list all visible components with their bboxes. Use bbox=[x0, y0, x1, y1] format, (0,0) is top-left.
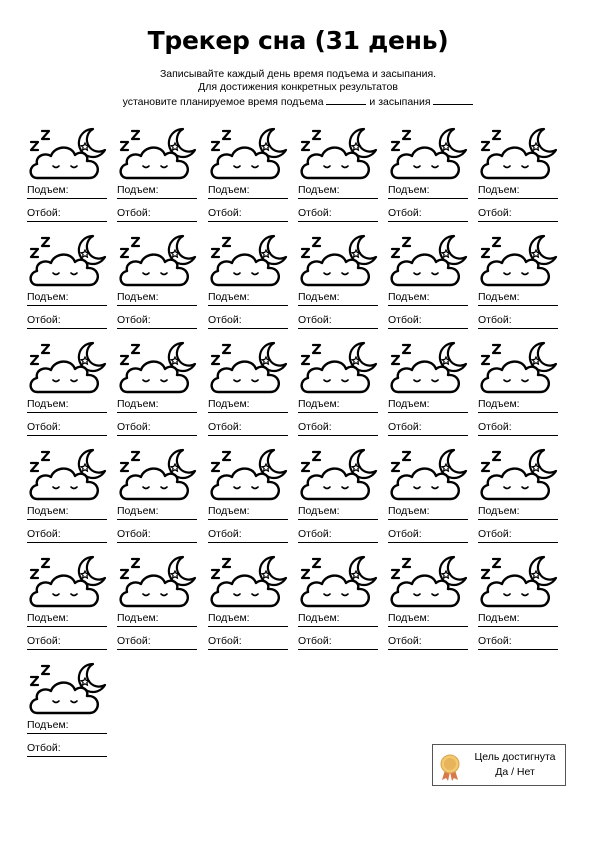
sleep-label: Отбой: bbox=[117, 421, 151, 433]
goal-label: Цель достигнута bbox=[474, 751, 556, 763]
sleeping-cloud-icon bbox=[302, 576, 369, 606]
sleep-label: Отбой: bbox=[478, 528, 512, 540]
day-entry bbox=[388, 126, 468, 222]
zzz-icon bbox=[121, 345, 139, 364]
sleeping-cloud-icon bbox=[302, 362, 369, 392]
sleep-label: Отбой: bbox=[478, 314, 512, 326]
day-entry bbox=[298, 340, 378, 436]
day-entry bbox=[27, 661, 107, 757]
sleep-time-field[interactable] bbox=[388, 420, 468, 436]
wake-time-field[interactable] bbox=[298, 290, 378, 306]
sleep-label: Отбой: bbox=[27, 635, 61, 647]
wake-time-field[interactable] bbox=[478, 611, 558, 627]
sleeping-cloud-icon bbox=[31, 576, 98, 606]
wake-time-field[interactable] bbox=[117, 397, 197, 413]
sleep-time-field[interactable] bbox=[27, 741, 107, 757]
day-entry bbox=[298, 554, 378, 650]
sleeping-cloud-icon bbox=[31, 148, 98, 178]
sleep-label: Отбой: bbox=[478, 421, 512, 433]
sleeping-cloud-icon bbox=[302, 255, 369, 285]
zzz-icon bbox=[392, 345, 410, 364]
day-entry bbox=[117, 126, 197, 222]
wake-time-field[interactable] bbox=[298, 183, 378, 199]
goal-box bbox=[432, 744, 566, 786]
wake-time-field[interactable] bbox=[478, 183, 558, 199]
sleep-label: Отбой: bbox=[117, 528, 151, 540]
wake-label: Подъем: bbox=[208, 398, 250, 410]
sleeping-cloud-icon bbox=[482, 362, 549, 392]
wake-label: Подъем: bbox=[298, 612, 340, 624]
wake-time-field[interactable] bbox=[27, 397, 107, 413]
zzz-icon bbox=[302, 452, 320, 471]
sleep-label: Отбой: bbox=[388, 207, 422, 219]
wake-label: Подъем: bbox=[117, 612, 159, 624]
sleeping-cloud-icon bbox=[121, 576, 188, 606]
wake-label: Подъем: bbox=[208, 505, 250, 517]
sleeping-cloud-icon bbox=[392, 148, 459, 178]
wake-time-field[interactable] bbox=[117, 504, 197, 520]
wake-label: Подъем: bbox=[27, 291, 69, 303]
sleeping-cloud-icon bbox=[212, 576, 279, 606]
zzz-icon bbox=[121, 559, 139, 578]
sleep-time-field[interactable] bbox=[298, 634, 378, 650]
zzz-icon bbox=[121, 131, 139, 150]
day-entry bbox=[388, 554, 468, 650]
zzz-icon bbox=[482, 452, 500, 471]
zzz-icon bbox=[121, 452, 139, 471]
sleeping-cloud-icon bbox=[212, 255, 279, 285]
wake-label: Подъем: bbox=[478, 612, 520, 624]
sleep-time-field[interactable] bbox=[478, 527, 558, 543]
day-entry bbox=[208, 554, 288, 650]
wake-label: Подъем: bbox=[27, 184, 69, 196]
wake-label: Подъем: bbox=[478, 505, 520, 517]
sleep-time-field[interactable] bbox=[208, 206, 288, 222]
wake-label: Подъем: bbox=[388, 184, 430, 196]
sleep-time-field[interactable] bbox=[208, 527, 288, 543]
sleep-time-field[interactable] bbox=[117, 313, 197, 329]
sleep-time-field[interactable] bbox=[388, 527, 468, 543]
wake-time-field[interactable] bbox=[208, 504, 288, 520]
day-entry bbox=[208, 447, 288, 543]
sleep-time-field[interactable] bbox=[478, 420, 558, 436]
sleeping-cloud-icon bbox=[482, 469, 549, 499]
sleep-time-field[interactable] bbox=[478, 313, 558, 329]
sleep-time-field[interactable] bbox=[388, 206, 468, 222]
day-entry bbox=[27, 447, 107, 543]
sleeping-cloud-icon bbox=[482, 148, 549, 178]
sleeping-cloud-icon bbox=[121, 148, 188, 178]
zzz-icon bbox=[302, 131, 320, 150]
intro-line-3-middle: и засыпания bbox=[369, 96, 431, 108]
wake-label: Подъем: bbox=[388, 612, 430, 624]
wake-label: Подъем: bbox=[117, 184, 159, 196]
wake-time-field[interactable] bbox=[117, 611, 197, 627]
sleeping-cloud-icon bbox=[482, 576, 549, 606]
zzz-icon bbox=[392, 452, 410, 471]
wake-label: Подъем: bbox=[478, 184, 520, 196]
sleep-label: Отбой: bbox=[388, 528, 422, 540]
day-entry bbox=[208, 233, 288, 329]
wake-time-field[interactable] bbox=[298, 504, 378, 520]
day-entry bbox=[208, 340, 288, 436]
day-entry bbox=[27, 233, 107, 329]
zzz-icon bbox=[31, 238, 49, 257]
wake-label: Подъем: bbox=[208, 184, 250, 196]
wake-time-field[interactable] bbox=[27, 718, 107, 734]
sleep-label: Отбой: bbox=[208, 314, 242, 326]
intro-line-1: Записывайте каждый день время подъема и засыпания. bbox=[159, 68, 437, 80]
wake-time-field[interactable] bbox=[27, 504, 107, 520]
zzz-icon bbox=[482, 131, 500, 150]
wake-label: Подъем: bbox=[298, 398, 340, 410]
intro-line-2: Для достижения конкретных результатов bbox=[198, 81, 398, 93]
sleep-label: Отбой: bbox=[478, 635, 512, 647]
sleeping-cloud-icon bbox=[212, 469, 279, 499]
day-entry bbox=[117, 554, 197, 650]
sleep-label: Отбой: bbox=[117, 207, 151, 219]
wake-time-field[interactable] bbox=[388, 504, 468, 520]
sleep-time-field[interactable] bbox=[298, 527, 378, 543]
wake-time-field[interactable] bbox=[388, 183, 468, 199]
wake-label: Подъем: bbox=[298, 184, 340, 196]
sleeping-cloud-icon bbox=[212, 148, 279, 178]
wake-time-field[interactable] bbox=[208, 611, 288, 627]
day-entry bbox=[298, 126, 378, 222]
sleep-time-field[interactable] bbox=[27, 420, 107, 436]
sleep-time-field[interactable] bbox=[388, 313, 468, 329]
sleeping-cloud-icon bbox=[31, 362, 98, 392]
sleep-label: Отбой: bbox=[208, 635, 242, 647]
sleep-label: Отбой: bbox=[27, 207, 61, 219]
wake-label: Подъем: bbox=[27, 719, 69, 731]
zzz-icon bbox=[482, 559, 500, 578]
zzz-icon bbox=[482, 238, 500, 257]
sleep-label: Отбой: bbox=[208, 207, 242, 219]
sleeping-cloud-icon bbox=[121, 469, 188, 499]
zzz-icon bbox=[121, 238, 139, 257]
day-entry bbox=[27, 340, 107, 436]
sleeping-cloud-icon bbox=[31, 469, 98, 499]
sleep-time-field[interactable] bbox=[117, 420, 197, 436]
wake-label: Подъем: bbox=[298, 291, 340, 303]
sleep-time-field[interactable] bbox=[27, 527, 107, 543]
wake-time-field[interactable] bbox=[117, 290, 197, 306]
sleep-time-field[interactable] bbox=[27, 634, 107, 650]
wake-label: Подъем: bbox=[208, 291, 250, 303]
sleeping-cloud-icon bbox=[31, 255, 98, 285]
wake-label: Подъем: bbox=[117, 398, 159, 410]
sleep-time-field[interactable] bbox=[208, 634, 288, 650]
zzz-icon bbox=[302, 238, 320, 257]
sleeping-cloud-icon bbox=[31, 683, 98, 713]
wake-time-field[interactable] bbox=[298, 397, 378, 413]
sleep-time-field[interactable] bbox=[27, 313, 107, 329]
sleep-label: Отбой: bbox=[208, 421, 242, 433]
wake-label: Подъем: bbox=[208, 612, 250, 624]
day-entry bbox=[478, 554, 558, 650]
wake-time-field[interactable] bbox=[208, 183, 288, 199]
zzz-icon bbox=[212, 131, 230, 150]
wake-label: Подъем: bbox=[388, 398, 430, 410]
page-title: Трекер сна (31 день) bbox=[147, 26, 449, 55]
day-entry bbox=[388, 447, 468, 543]
sleep-label: Отбой: bbox=[27, 528, 61, 540]
zzz-icon bbox=[212, 238, 230, 257]
day-entry bbox=[478, 233, 558, 329]
zzz-icon bbox=[392, 131, 410, 150]
wake-time-field[interactable] bbox=[478, 397, 558, 413]
goal-yes-no[interactable]: Да / Нет bbox=[495, 766, 535, 778]
wake-label: Подъем: bbox=[27, 505, 69, 517]
sleep-label: Отбой: bbox=[478, 207, 512, 219]
day-entry bbox=[478, 447, 558, 543]
day-entry bbox=[208, 126, 288, 222]
wake-time-field[interactable] bbox=[117, 183, 197, 199]
zzz-icon bbox=[212, 452, 230, 471]
day-entry bbox=[388, 340, 468, 436]
sleep-time-field[interactable] bbox=[298, 313, 378, 329]
sleep-time-field[interactable] bbox=[298, 206, 378, 222]
wake-time-field[interactable] bbox=[27, 183, 107, 199]
sleep-label: Отбой: bbox=[117, 314, 151, 326]
day-entry bbox=[478, 126, 558, 222]
wake-label: Подъем: bbox=[388, 505, 430, 517]
sleep-label: Отбой: bbox=[27, 314, 61, 326]
sleep-time-field[interactable] bbox=[208, 313, 288, 329]
wake-label: Подъем: bbox=[27, 612, 69, 624]
sleep-time-field[interactable] bbox=[478, 206, 558, 222]
wake-time-field[interactable] bbox=[388, 611, 468, 627]
day-entry bbox=[298, 447, 378, 543]
wake-label: Подъем: bbox=[388, 291, 430, 303]
sleeping-cloud-icon bbox=[302, 469, 369, 499]
sleep-label: Отбой: bbox=[208, 528, 242, 540]
sleep-label: Отбой: bbox=[298, 421, 332, 433]
sleeping-cloud-icon bbox=[302, 148, 369, 178]
wake-label: Подъем: bbox=[298, 505, 340, 517]
sleeping-cloud-icon bbox=[392, 255, 459, 285]
zzz-icon bbox=[31, 666, 49, 685]
sleeping-cloud-icon bbox=[121, 255, 188, 285]
sleep-time-field[interactable] bbox=[117, 634, 197, 650]
sleeping-cloud-icon bbox=[392, 362, 459, 392]
day-entry bbox=[117, 447, 197, 543]
wake-label: Подъем: bbox=[27, 398, 69, 410]
sleep-time-field[interactable] bbox=[298, 420, 378, 436]
sleep-label: Отбой: bbox=[388, 421, 422, 433]
sleep-time-field[interactable] bbox=[27, 206, 107, 222]
wake-time-field[interactable] bbox=[388, 290, 468, 306]
wake-time-field[interactable] bbox=[208, 290, 288, 306]
sleep-time-field[interactable] bbox=[388, 634, 468, 650]
wake-label: Подъем: bbox=[117, 291, 159, 303]
sleep-time-field[interactable] bbox=[117, 527, 197, 543]
wake-label: Подъем: bbox=[478, 398, 520, 410]
sleep-label: Отбой: bbox=[388, 314, 422, 326]
sleep-label: Отбой: bbox=[298, 207, 332, 219]
day-entry bbox=[117, 233, 197, 329]
zzz-icon bbox=[212, 345, 230, 364]
sleep-label: Отбой: bbox=[298, 635, 332, 647]
sleep-label: Отбой: bbox=[298, 314, 332, 326]
zzz-icon bbox=[482, 345, 500, 364]
zzz-icon bbox=[31, 131, 49, 150]
day-entry bbox=[117, 340, 197, 436]
sleeping-cloud-icon bbox=[392, 576, 459, 606]
sleep-label: Отбой: bbox=[117, 635, 151, 647]
day-entry bbox=[478, 340, 558, 436]
wake-time-field[interactable] bbox=[27, 611, 107, 627]
sleep-time-field[interactable] bbox=[117, 206, 197, 222]
sleep-label: Отбой: bbox=[27, 421, 61, 433]
sleep-time-field[interactable] bbox=[478, 634, 558, 650]
sleep-label: Отбой: bbox=[27, 742, 61, 754]
wake-label: Подъем: bbox=[478, 291, 520, 303]
zzz-icon bbox=[212, 559, 230, 578]
zzz-icon bbox=[31, 559, 49, 578]
day-entry bbox=[298, 233, 378, 329]
zzz-icon bbox=[31, 345, 49, 364]
day-entry bbox=[388, 233, 468, 329]
wake-time-field[interactable] bbox=[27, 290, 107, 306]
zzz-icon bbox=[302, 345, 320, 364]
sleeping-cloud-icon bbox=[212, 362, 279, 392]
wake-time-field[interactable] bbox=[208, 397, 288, 413]
day-entry bbox=[27, 554, 107, 650]
wake-time-field[interactable] bbox=[298, 611, 378, 627]
sleep-label: Отбой: bbox=[298, 528, 332, 540]
zzz-icon bbox=[302, 559, 320, 578]
zzz-icon bbox=[392, 238, 410, 257]
wake-time-field[interactable] bbox=[388, 397, 468, 413]
sleeping-cloud-icon bbox=[392, 469, 459, 499]
zzz-icon bbox=[392, 559, 410, 578]
sleep-label: Отбой: bbox=[388, 635, 422, 647]
medal-icon bbox=[439, 753, 461, 781]
wake-label: Подъем: bbox=[117, 505, 159, 517]
wake-time-field[interactable] bbox=[478, 290, 558, 306]
wake-time-field[interactable] bbox=[478, 504, 558, 520]
zzz-icon bbox=[31, 452, 49, 471]
sleeping-cloud-icon bbox=[482, 255, 549, 285]
day-entry bbox=[27, 126, 107, 222]
sleeping-cloud-icon bbox=[121, 362, 188, 392]
sleep-time-field[interactable] bbox=[208, 420, 288, 436]
intro-line-3-prefix: установите планируемое время подъема bbox=[122, 96, 324, 108]
